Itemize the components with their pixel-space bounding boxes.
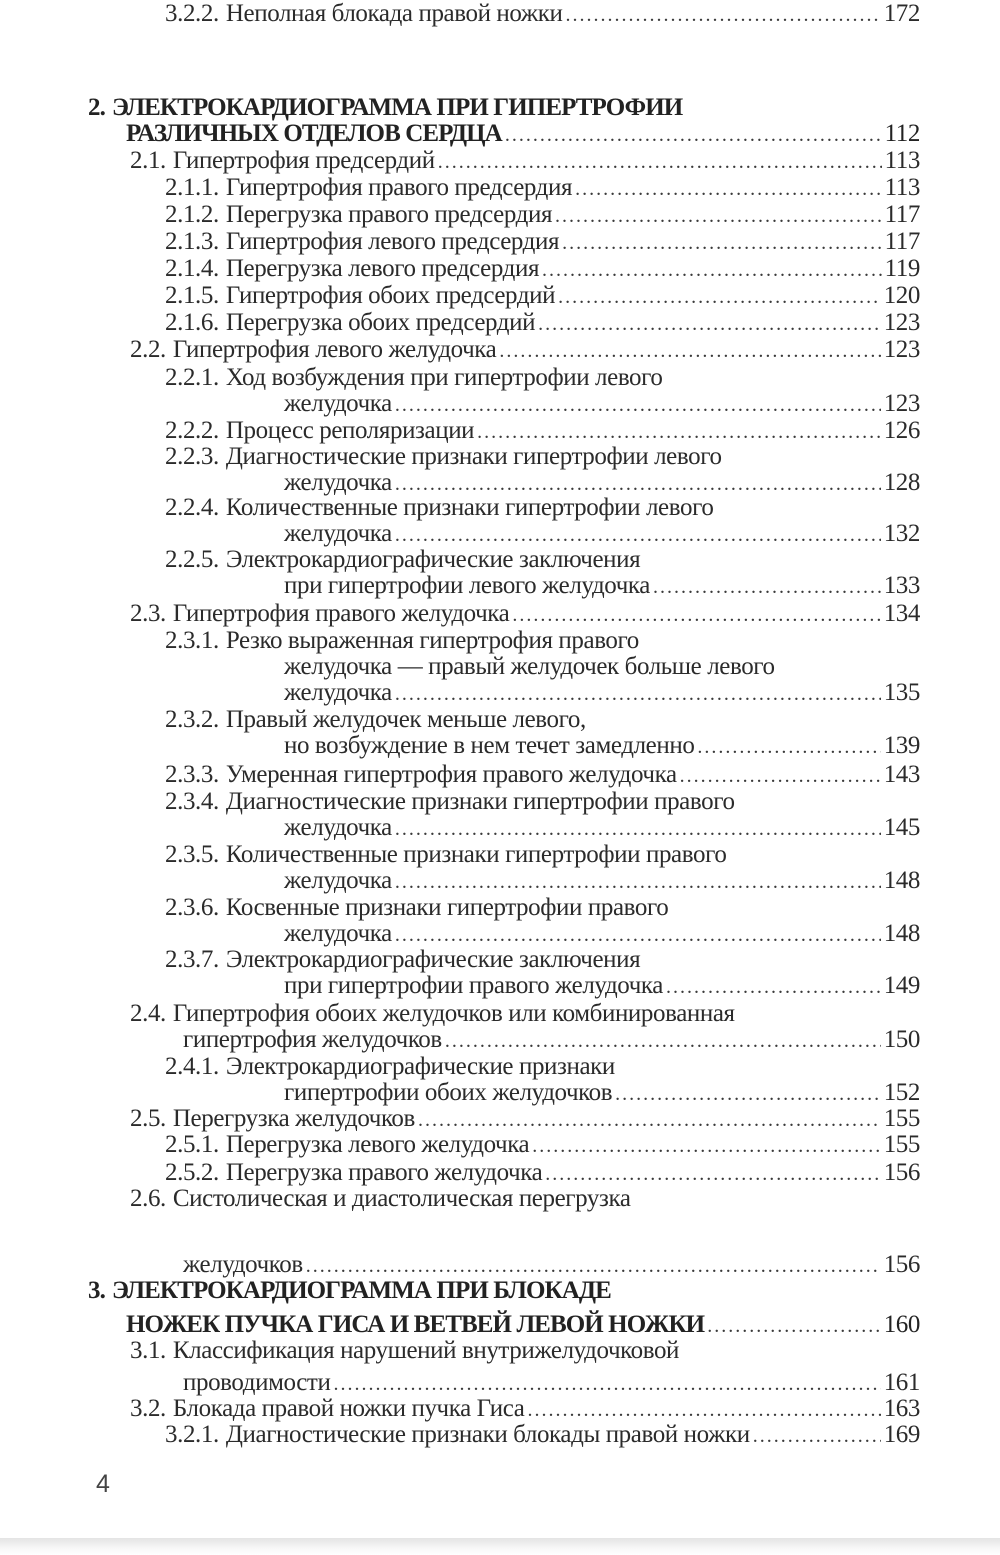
toc-page-number[interactable]: 160 [883, 1311, 920, 1338]
dot-leader [575, 175, 882, 203]
toc-page-number[interactable]: 152 [883, 1079, 920, 1106]
toc-entry-number: 3.1. [130, 1337, 166, 1364]
toc-entry-title[interactable]: Ход возбуждения при гипертрофии левого [225, 364, 663, 391]
toc-entry-title[interactable]: Гипертрофия правого предсердия [225, 174, 573, 201]
dot-leader [680, 762, 881, 790]
toc-entry-number: 2.3.4. [165, 788, 219, 815]
dot-leader [532, 1132, 880, 1160]
toc-entry-title[interactable]: Перегрузка желудочков [172, 1105, 415, 1132]
toc-entry-title[interactable]: желудочка [284, 920, 392, 947]
toc-entry-title[interactable]: желудочка [284, 679, 392, 706]
toc-entry-title[interactable]: ЭЛЕКТРОКАРДИОГРАММА ПРИ ГИПЕРТРОФИИ [111, 94, 683, 121]
toc-entry-title[interactable]: Диагностические признаки блокады правой ножки [225, 1421, 750, 1448]
toc-entry-title[interactable]: Классификация нарушений внутрижелудочковой [172, 1337, 680, 1364]
toc-entry-title[interactable]: НОЖЕК ПУЧКА ГИСА И ВЕТВЕЙ ЛЕВОЙ НОЖКИ [126, 1311, 705, 1338]
dot-leader [395, 680, 881, 708]
toc-entry-number: 2.2.3. [165, 443, 219, 470]
dot-leader [512, 601, 880, 629]
dot-leader [555, 202, 882, 230]
toc-entry-title[interactable]: Перегрузка левого желудочка [225, 1131, 530, 1158]
toc-page-number[interactable]: 117 [884, 201, 920, 228]
toc-entry-number: 3.2.1. [165, 1421, 219, 1448]
dot-leader [538, 310, 881, 338]
toc-entry-title[interactable]: Резко выраженная гипертрофия правого [225, 627, 639, 654]
toc-page-number[interactable]: 145 [883, 814, 920, 841]
toc-page-number[interactable]: 132 [883, 520, 920, 547]
toc-entry-number: 2.3.3. [165, 761, 219, 788]
toc-entry-title[interactable]: Блокада правой ножки пучка Гиса [172, 1395, 525, 1422]
toc-page-number[interactable]: 172 [883, 0, 920, 27]
toc-entry-title[interactable]: желудочка [284, 469, 392, 496]
toc-entry-title[interactable]: Гипертрофия обоих желудочков или комбинированная [172, 1000, 735, 1027]
dot-leader [545, 1160, 880, 1188]
toc-page-number[interactable]: 117 [884, 228, 920, 255]
dot-leader [477, 418, 881, 446]
toc-entry-number: 2.3.7. [165, 946, 219, 973]
toc-page-number[interactable]: 123 [883, 309, 920, 336]
toc-entry-title[interactable]: Систолическая и диастолическая перегрузка [172, 1185, 631, 1212]
toc-entry-number: 2.2. [130, 336, 166, 363]
toc-entry-number: 3. [88, 1277, 105, 1304]
toc-page-number[interactable]: 113 [884, 174, 920, 201]
toc-entry-title[interactable]: Перегрузка обоих предсердий [225, 309, 536, 336]
toc-entry-title[interactable]: проводимости [183, 1369, 331, 1396]
toc-page-number[interactable]: 139 [883, 732, 920, 759]
toc-entry-number: 2.3. [130, 600, 166, 627]
toc-entry-number: 3.2. [130, 1395, 166, 1422]
toc-entry-number: 2.1.4. [165, 255, 219, 282]
toc-page-number[interactable]: 161 [883, 1369, 920, 1396]
toc-entry-title[interactable]: желудочка [284, 814, 392, 841]
toc-entry-number: 2.3.6. [165, 894, 219, 921]
dot-leader [395, 921, 881, 949]
dot-leader [666, 973, 881, 1001]
toc-entry-number: 2.4. [130, 1000, 166, 1027]
toc-page-number[interactable]: 156 [883, 1251, 920, 1278]
toc-entry-title[interactable]: при гипертрофии правого желудочка [284, 972, 663, 999]
toc-entry-number: 2.3.1. [165, 627, 219, 654]
toc-entry-title[interactable]: желудочка [284, 520, 392, 547]
dot-leader [438, 148, 882, 176]
dot-leader [333, 1370, 880, 1398]
toc-entry-number: 2.1.3. [165, 228, 219, 255]
toc-entry-title[interactable]: желудочка [284, 867, 392, 894]
toc-page-number[interactable]: 113 [884, 147, 920, 174]
toc-entry-title[interactable]: гипертрофии обоих желудочков [284, 1079, 613, 1106]
toc-entry-number: 2.1.5. [165, 282, 219, 309]
toc-entry-title[interactable]: Диагностические признаки гипертрофии левого [225, 443, 722, 470]
dot-leader [753, 1422, 881, 1450]
dot-leader [615, 1080, 881, 1108]
dot-leader [395, 391, 881, 419]
toc-page-number[interactable]: 133 [883, 572, 920, 599]
toc-page-number[interactable]: 155 [883, 1131, 920, 1158]
dot-leader [653, 573, 881, 601]
toc-entry-title[interactable]: РАЗЛИЧНЫХ ОТДЕЛОВ СЕРДЦА [126, 120, 502, 147]
toc-entry-title[interactable]: гипертрофия желудочков [183, 1026, 442, 1053]
toc-entry-number: 2.1.2. [165, 201, 219, 228]
toc-entry-number: 2.3.2. [165, 706, 219, 733]
toc-entry-title[interactable]: Количественные признаки гипертрофии левого [225, 494, 714, 521]
toc-page-number[interactable]: 143 [883, 761, 920, 788]
toc-page-number[interactable]: 155 [883, 1105, 920, 1132]
dot-leader [499, 337, 880, 365]
toc-page-number[interactable]: 134 [883, 600, 920, 627]
toc-entry-title[interactable]: Гипертрофия предсердий [172, 147, 435, 174]
dot-leader [707, 1312, 880, 1340]
toc-entry-title[interactable]: желудочка [284, 390, 392, 417]
toc-entry-title[interactable]: Электрокардиографические заключения [225, 546, 641, 573]
toc-page-number[interactable]: 123 [883, 336, 920, 363]
toc-entry-number: 2.4.1. [165, 1053, 219, 1080]
dot-leader [306, 1252, 881, 1280]
toc-entry-title[interactable]: Неполная блокада правой ножки [225, 0, 563, 27]
toc-entry-title[interactable]: Правый желудочек меньше левого, [225, 706, 586, 733]
toc-page-number[interactable]: 123 [883, 390, 920, 417]
toc-entry-title[interactable]: Косвенные признаки гипертрофии правого [225, 894, 669, 921]
toc-entry-number: 3.2.2. [165, 0, 219, 27]
page-number: 4 [96, 1470, 110, 1498]
toc-page-number[interactable]: 148 [883, 867, 920, 894]
dot-leader [542, 256, 882, 284]
toc-page-number[interactable]: 163 [883, 1395, 920, 1422]
dot-leader [558, 283, 881, 311]
toc-entry-title[interactable]: ЭЛЕКТРОКАРДИОГРАММА ПРИ БЛОКАДЕ [111, 1277, 611, 1304]
toc-page-number[interactable]: 128 [883, 469, 920, 496]
dot-leader [395, 815, 881, 843]
toc-page-number[interactable]: 156 [883, 1159, 920, 1186]
toc-entry-title[interactable]: Гипертрофия левого предсердия [225, 228, 560, 255]
toc-entry-title[interactable]: Количественные признаки гипертрофии правого [225, 841, 727, 868]
toc-page-number[interactable]: 112 [884, 120, 920, 147]
toc-entry-title[interactable]: Процесс реполяризации [225, 417, 475, 444]
toc-entry-title[interactable]: при гипертрофии левого желудочка [284, 572, 650, 599]
toc-entry-number: 2.2.2. [165, 417, 219, 444]
toc-entry-title[interactable]: Гипертрофия правого желудочка [172, 600, 510, 627]
toc-entry-number: 2.5. [130, 1105, 166, 1132]
dot-leader [527, 1396, 880, 1424]
toc-page-number[interactable]: 148 [883, 920, 920, 947]
toc-entry-title[interactable]: Перегрузка правого предсердия [225, 201, 553, 228]
dot-leader [418, 1106, 881, 1134]
toc-entry-number: 2.1.6. [165, 309, 219, 336]
toc-page-number[interactable]: 150 [883, 1026, 920, 1053]
toc-entry-number: 2.2.1. [165, 364, 219, 391]
toc-entry-title[interactable]: желудочков [183, 1251, 303, 1278]
toc-entry-number: 2.2.5. [165, 546, 219, 573]
dot-leader [445, 1027, 881, 1055]
dot-leader [562, 229, 882, 257]
toc-entry-number: 2.5.1. [165, 1131, 219, 1158]
toc-page-number[interactable]: 119 [884, 255, 920, 282]
toc-entry-number: 2.6. [130, 1185, 166, 1212]
toc-entry-title[interactable]: Гипертрофия обоих предсердий [225, 282, 556, 309]
page-edge-shadow [0, 1538, 1000, 1555]
toc-entry-number: 2.3.5. [165, 841, 219, 868]
toc-page-number[interactable]: 120 [883, 282, 920, 309]
toc-entry-title[interactable]: Диагностические признаки гипертрофии правого [225, 788, 735, 815]
toc-page-number[interactable]: 135 [883, 679, 920, 706]
toc-entry-title[interactable]: Перегрузка левого предсердия [225, 255, 540, 282]
dot-leader [395, 868, 881, 896]
toc-entry-title[interactable]: но возбуждение в нем течет замедленно [284, 732, 695, 759]
toc-entry-number: 2.1.1. [165, 174, 219, 201]
toc-page-number[interactable]: 149 [883, 972, 920, 999]
dot-leader [565, 1, 880, 29]
dot-leader [697, 733, 880, 761]
toc-entry-number: 2.5.2. [165, 1159, 219, 1186]
toc-entry-number: 2.1. [130, 147, 166, 174]
toc-entry-title[interactable]: Электрокардиографические признаки [225, 1053, 615, 1080]
toc-entry-title[interactable]: Гипертрофия левого желудочка [172, 336, 497, 363]
dot-leader [505, 121, 882, 149]
toc-entry-title[interactable]: желудочка — правый желудочек больше левого [284, 653, 775, 680]
toc-entry-number: 2.2.4. [165, 494, 219, 521]
toc-entry-title[interactable]: Умеренная гипертрофия правого желудочка [225, 761, 677, 788]
toc-entry-title[interactable]: Перегрузка правого желудочка [225, 1159, 543, 1186]
toc-entry-number: 2. [88, 94, 105, 121]
toc-page-number[interactable]: 169 [883, 1421, 920, 1448]
dot-leader [395, 521, 881, 549]
toc-entry-title[interactable]: Электрокардиографические заключения [225, 946, 641, 973]
toc-page-number[interactable]: 126 [883, 417, 920, 444]
